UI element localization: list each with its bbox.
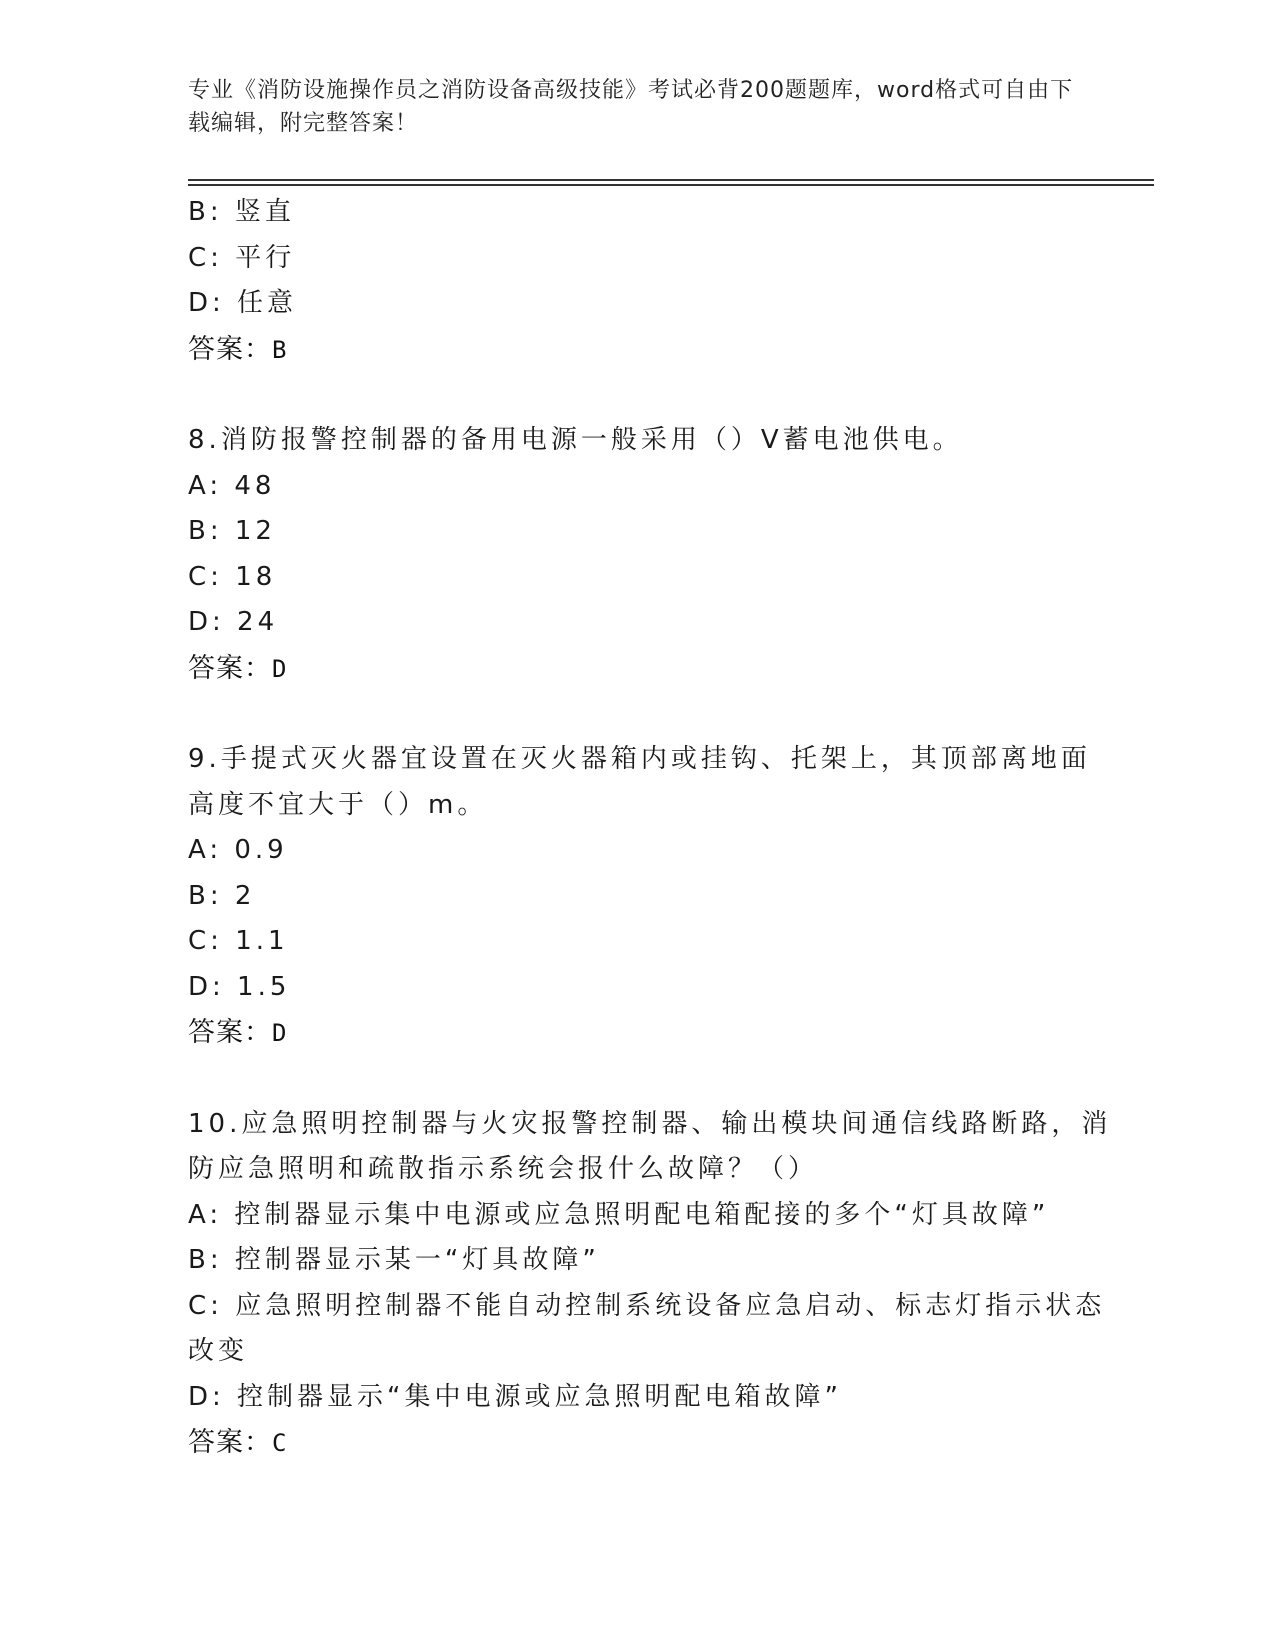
question-list <box>188 190 1112 1467</box>
question-text: 防应急照明和疏散指示系统会报什么故障？（） <box>188 1154 819 1184</box>
question-text: 高度不宜大于（）m。 <box>188 789 488 820</box>
option-d <box>188 600 1088 646</box>
option-a <box>188 464 1088 510</box>
option-text: 控制器显示“集中电源或应急照明配电箱故障” <box>237 1381 842 1412</box>
option-key: C: <box>188 242 223 273</box>
document-header <box>188 74 1088 140</box>
answer <box>188 1010 1088 1057</box>
option-c <box>188 236 1088 282</box>
option-text: 1.5 <box>237 971 291 1002</box>
option-text: 0.9 <box>234 835 288 865</box>
option-text: 18 <box>235 561 277 592</box>
option-key: A: <box>188 1199 223 1230</box>
question-text: 应急照明控制器与火灾报警控制器、输出模块间通信线路断路，消 <box>241 1108 1112 1139</box>
option-b <box>188 1238 1088 1284</box>
header-rule-bottom <box>188 184 1154 186</box>
answer-value: D <box>272 654 288 683</box>
question-8 <box>188 418 1088 692</box>
question-text: 手提式灭火器宜设置在灭火器箱内或挂钩、托架上，其顶部离地面 <box>220 744 1091 774</box>
option-text: 竖直 <box>234 197 295 227</box>
option-text: 控制器显示某一“灯具故障” <box>234 1245 600 1275</box>
question-stem <box>188 418 1088 464</box>
option-c-cont <box>188 1329 1088 1375</box>
question-stem <box>188 1102 1112 1148</box>
answer-label: 答案： <box>188 652 272 684</box>
option-c <box>188 555 1088 601</box>
option-b <box>188 190 1088 236</box>
option-key: B: <box>188 880 223 911</box>
option-text: 控制器显示集中电源或应急照明配电箱配接的多个“灯具故障” <box>234 1199 1050 1230</box>
answer <box>188 646 1088 693</box>
answer-label: 答案： <box>188 1017 272 1048</box>
question-stem <box>188 737 1091 783</box>
option-key: A: <box>188 470 223 501</box>
option-b <box>188 874 1088 920</box>
option-text: 应急照明控制器不能自动控制系统设备应急启动、标志灯指示状态 <box>235 1290 1106 1321</box>
option-text: 改变 <box>188 1336 249 1366</box>
answer <box>188 327 1088 374</box>
option-a <box>188 1193 1088 1239</box>
question-7-continued <box>188 190 1088 373</box>
answer-label: 答案： <box>188 1427 272 1458</box>
option-d <box>188 1375 1088 1421</box>
option-b <box>188 509 1088 555</box>
option-text: 2 <box>234 880 256 911</box>
question-10 <box>188 1102 1112 1467</box>
option-text: 任意 <box>237 288 298 318</box>
option-text: 24 <box>237 607 279 637</box>
option-key: B: <box>188 1245 223 1275</box>
option-a <box>188 828 1088 874</box>
answer-label: 答案： <box>188 333 272 365</box>
option-key: D: <box>188 971 225 1002</box>
option-text: 1.1 <box>235 926 289 956</box>
option-d <box>188 281 1088 327</box>
option-key: B: <box>188 197 223 227</box>
header-title: 专业《消防设施操作员之消防设备高级技能》考试必背200题题库，word格式可自由下载编辑，附完整答案！ <box>188 78 1074 136</box>
option-key: D: <box>188 1381 225 1412</box>
option-key: A: <box>188 835 223 865</box>
answer-value: B <box>272 335 288 364</box>
question-number: 8. <box>188 425 221 455</box>
option-c <box>188 919 1088 965</box>
option-text: 12 <box>234 516 276 546</box>
option-key: B: <box>188 516 223 546</box>
question-text: 消防报警控制器的备用电源一般采用（）V蓄电池供电。 <box>220 425 963 455</box>
question-9 <box>188 737 1091 1057</box>
option-key: C: <box>188 1290 223 1321</box>
answer <box>188 1420 1088 1467</box>
question-stem-cont <box>188 1147 1088 1193</box>
question-number: 9. <box>188 744 221 774</box>
answer-value: C <box>272 1429 288 1457</box>
question-number: 10. <box>188 1108 242 1139</box>
answer-value: D <box>272 1019 288 1047</box>
header-rule-top <box>188 179 1154 181</box>
option-key: C: <box>188 926 223 956</box>
question-stem-cont <box>188 783 1088 829</box>
option-c <box>188 1284 1106 1330</box>
option-key: D: <box>188 607 225 637</box>
option-d <box>188 965 1088 1011</box>
option-text: 平行 <box>235 242 296 273</box>
option-key: C: <box>188 561 223 592</box>
option-text: 48 <box>234 470 276 501</box>
option-key: D: <box>188 288 225 318</box>
